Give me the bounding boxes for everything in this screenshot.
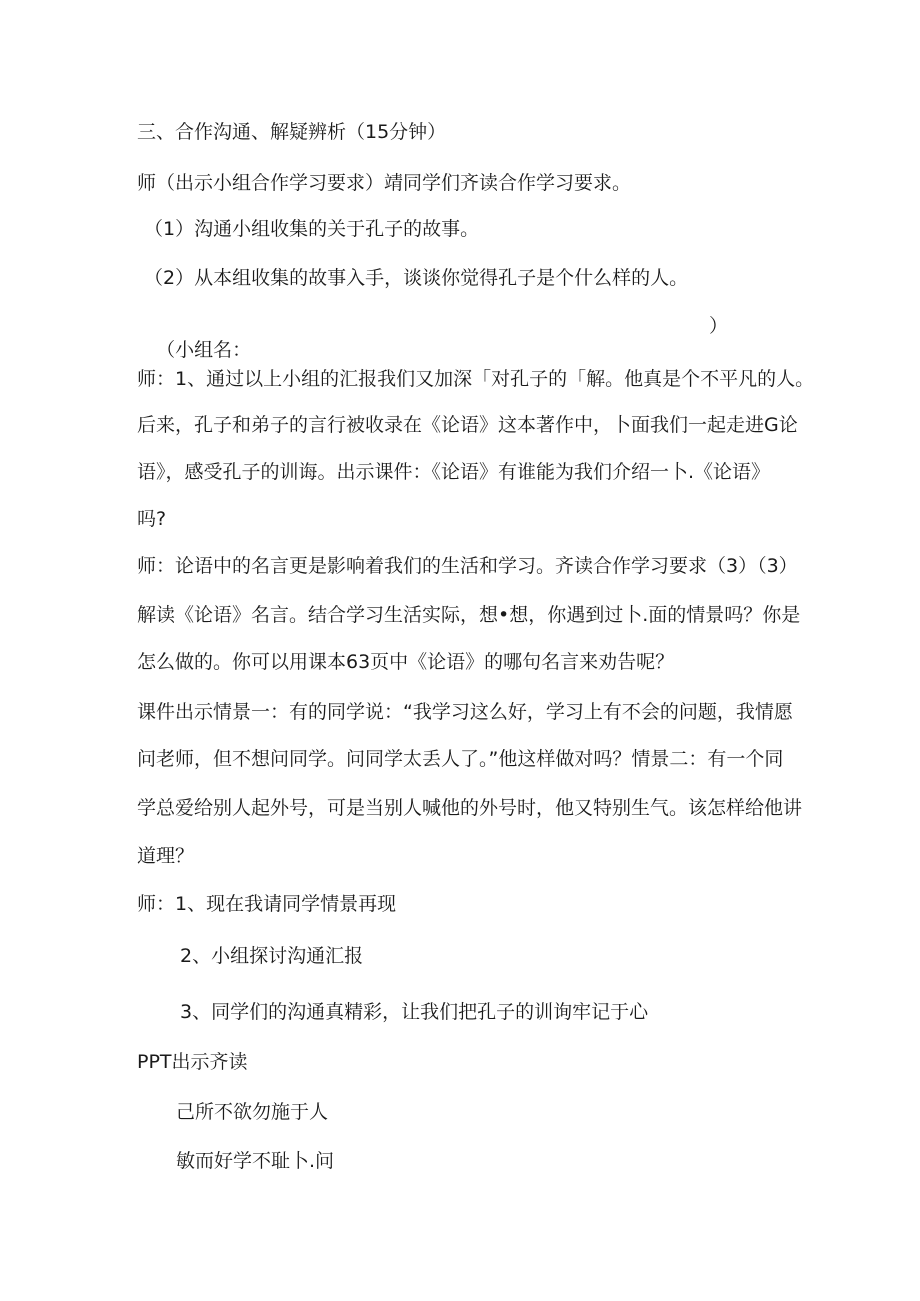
paragraph-line: 语》，感受孔子的训诲。出示课件：《论语》有谁能为我们介绍一卜.《论语》 — [137, 461, 771, 483]
analects-quote-2: 敏而好学不耻卜.问 — [176, 1150, 335, 1172]
paragraph-line: 解读《论语》名言。结合学习生活实际，想•想，你遇到过卜.面的情景吗？你是 — [137, 604, 801, 626]
requirement-1: （1）沟通小组收集的关于孔子的故事。 — [144, 218, 480, 240]
paragraph-line: 师：1、通过以上小组的汇报我们又加深「对孔子的「解。他真是个不平凡的人。 — [137, 368, 815, 390]
step-2: 2、小组探讨沟通汇报 — [180, 945, 364, 967]
paragraph-line: 道理？ — [137, 845, 195, 867]
paragraph-line: 课件出示情景一：有的同学说：“我学习这么好，学习上有不会的问题，我情愿 — [137, 701, 793, 723]
section-heading: 三、合作沟通、解疑辨析（15分钟） — [137, 121, 447, 143]
step-3: 3、同学们的沟通真精彩，让我们把孔子的训询牢记于心 — [180, 1001, 649, 1023]
paragraph-line: 怎么做的。你可以用课本63页中《论语》的哪句名言来劝告呢？ — [137, 651, 675, 673]
paragraph-line: 吗? — [137, 508, 167, 530]
paragraph-line: 师：1、现在我请同学情景再现 — [137, 893, 397, 915]
group-name-label: （小组名： — [156, 339, 252, 361]
analects-quote-1: 己所不欲勿施于人 — [176, 1101, 329, 1123]
paragraph-line: 问老师，但不想问同学。问同学太丢人了。”他这样做对吗？情景二：有一个同 — [137, 748, 784, 770]
paragraph-line: 后来，孔子和弟子的言行被收录在《论语》这本著作中，卜面我们一起走进G论 — [137, 414, 798, 436]
group-name-close: ） — [709, 315, 729, 337]
ppt-label: PPT出示齐读 — [137, 1051, 248, 1073]
paragraph-line: 师：论语中的名言更是影响着我们的生活和学习。齐读合作学习要求（3）（3） — [137, 555, 798, 577]
requirement-2: （2）从本组收集的故事入手，谈谈你觉得孔子是个什么样的人。 — [144, 267, 689, 289]
teacher-intro: 师（出示小组合作学习要求）靖同学们齐读合作学习要求。 — [137, 172, 632, 194]
paragraph-line: 学总爱给别人起外号，可是当别人喊他的外号时，他又特别生气。该怎样给他讲 — [137, 797, 803, 819]
